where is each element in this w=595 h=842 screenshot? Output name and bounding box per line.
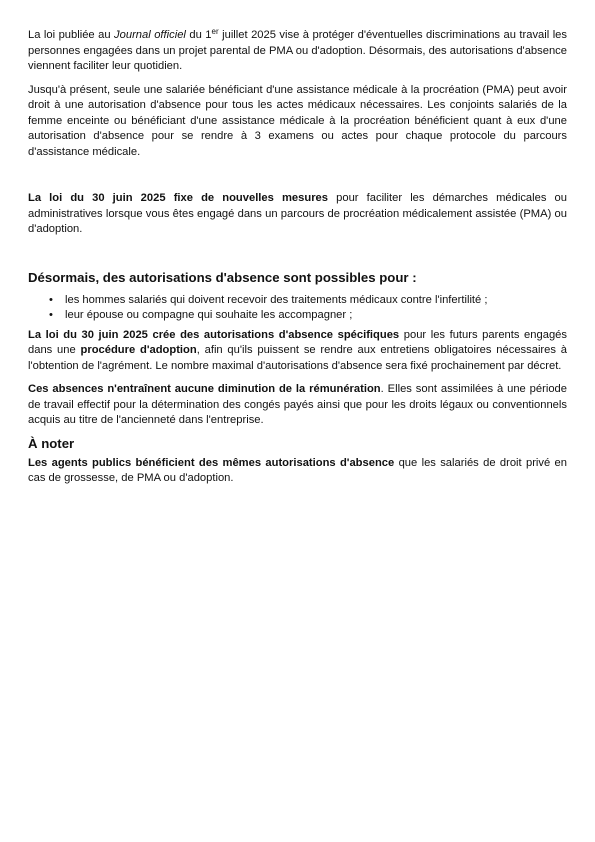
bullet-icon: • — [49, 309, 53, 321]
list-item — [28, 308, 567, 324]
remuneration-paragraph — [28, 382, 567, 429]
public-agents-paragraph — [28, 456, 567, 487]
new-measures-paragraph — [28, 191, 567, 238]
public-agents-text: que les salariés de droit privé en cas de grossesse, de PMA ou d'adoption. — [28, 456, 567, 484]
journal-officiel-italic: Journal officiel — [114, 29, 186, 41]
adoption-text-2: , afin qu'ils puissent se rendre aux entretiens obligatoires nécessaires à l'obtention de l'agrément. Le nombre maximal d'autorisations d'absence sera fixé prochainement par décret. — [28, 344, 567, 372]
new-measures-bold: La loi du 30 juin 2025 fixe de nouvelles mesures — [28, 192, 329, 204]
intro-text-2: du 1 — [185, 29, 212, 41]
document-page — [28, 28, 567, 487]
ordinal-superscript: er — [211, 27, 219, 36]
new-measures-text: pour faciliter les démarches médicales ou administratives lorsque vous êtes engagé dans un parcours de procréation médicalement assistée (PMA) ou d'adoption. — [28, 192, 567, 235]
intro-text-3: juillet 2025 vise à protéger d'éventuelles discriminations au travail les personnes engagées dans un projet parental de PMA ou d'adoption. Désormais, des autorisations d'absence viennent faciliter leur quotidien. — [28, 29, 567, 72]
list-item-text: leur épouse ou compagne qui souhaite les accompagner ; — [65, 309, 353, 321]
intro-text-1: La loi publiée au — [28, 29, 115, 41]
list-item — [28, 293, 567, 309]
section-heading-note: À noter — [28, 435, 75, 451]
adoption-bold-2: procédure d'adoption — [80, 344, 197, 356]
bullet-icon: • — [49, 293, 53, 306]
list-item-text: les hommes salariés qui doivent recevoir des traitements médicaux contre l'infertilité ; — [65, 293, 488, 306]
section-heading-absences: Désormais, des autorisations d'absence sont possibles pour : — [28, 269, 417, 285]
remuneration-bold: Ces absences n'entraînent aucune diminution de la rémunération — [28, 383, 381, 395]
beneficiaries-list — [28, 293, 567, 324]
remuneration-text: . Elles sont assimilées à une période de travail effectif pour la détermination des congés payés ainsi que pour les droits légaux ou conventionnels acquis au titre de l'ancienneté dans l'entreprise. — [28, 383, 567, 426]
adoption-bold-1: La loi du 30 juin 2025 crée des autorisations d'absence spécifiques — [28, 328, 400, 341]
adoption-text-1: pour les futurs parents engagés dans une — [28, 328, 567, 356]
current-situation-paragraph: Jusqu'à présent, seule une salariée bénéficiant d'une assistance médicale à la procréation (PMA) peut avoir droit à une autorisation d'absence pour tous les actes médicaux nécessaires. Les conjoints salariés de la femme enceinte ou bénéficiant d'une assistance médicale à la procréation bénéficient quant à eux d'une autorisation d'absence pour se rendre à 3 examens ou actes pour chaque protocole du parcours d'assistance médicale. — [28, 83, 567, 158]
adoption-paragraph — [28, 328, 567, 375]
public-agents-bold: Les agents publics bénéficient des mêmes autorisations d'absence — [28, 456, 395, 469]
intro-paragraph — [28, 28, 567, 75]
